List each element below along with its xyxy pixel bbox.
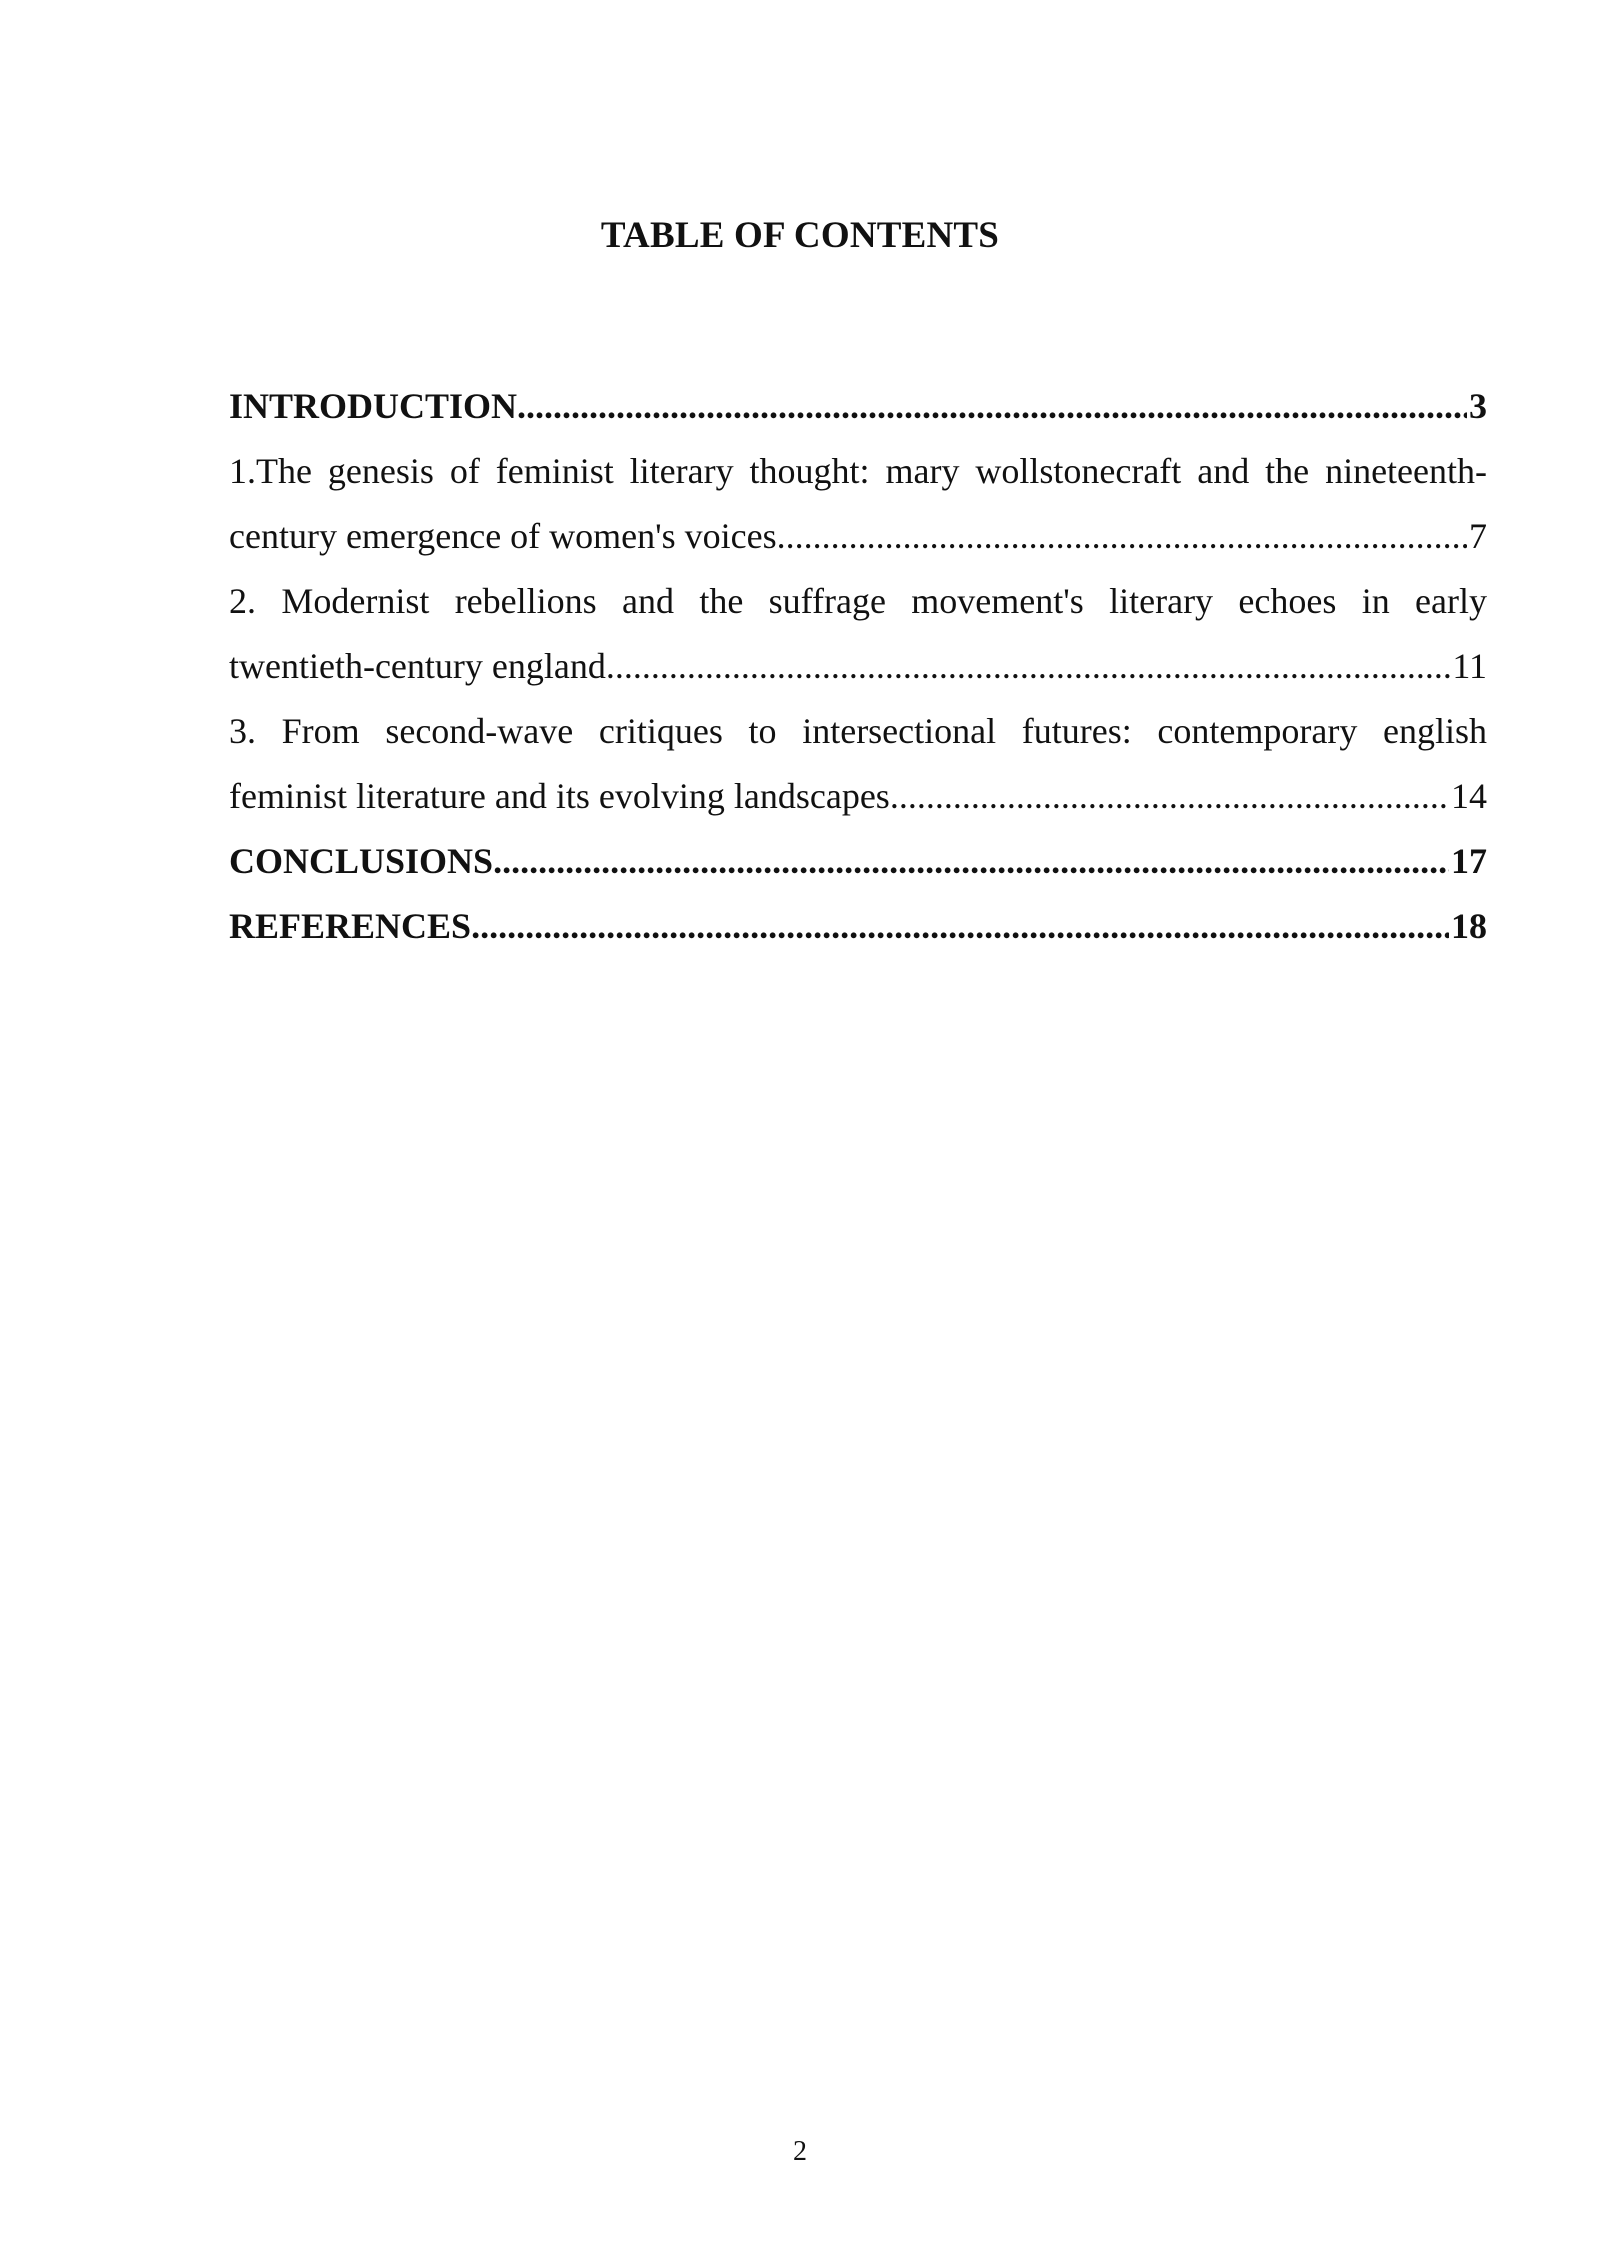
toc-entry-chapter-2[interactable] <box>229 569 1487 699</box>
toc-leader-dots <box>890 764 1449 829</box>
toc-entry-line <box>229 764 1487 829</box>
toc-leader-dots <box>493 829 1449 894</box>
page-number: 2 <box>793 2136 807 2167</box>
toc-entry-wrapped-line: 2. Modernist rebellions and the suffrage movement's literary echoes in early <box>229 581 1487 621</box>
toc-entry-title: INTRODUCTION <box>229 386 518 426</box>
toc-entry-chapter-1[interactable] <box>229 439 1487 569</box>
toc-entry-title: feminist literature and its evolving landscapes <box>229 776 890 816</box>
toc-entry-wrapped-line: 1.The genesis of feminist literary thought: mary wollstonecraft and the nineteenth- <box>229 451 1487 491</box>
toc-heading: TABLE OF CONTENTS <box>600 215 1000 256</box>
toc-entry-line <box>229 634 1487 699</box>
toc-entry-title: century emergence of women's voices <box>229 516 777 556</box>
toc-entry-chapter-3[interactable] <box>229 699 1487 829</box>
toc-entry-references[interactable] <box>229 894 1487 959</box>
toc-entry-conclusions[interactable] <box>229 829 1487 894</box>
toc-entry-title: CONCLUSIONS <box>229 841 494 881</box>
table-of-contents <box>229 374 1487 959</box>
toc-leader-dots <box>777 504 1467 569</box>
toc-leader-dots <box>606 634 1450 699</box>
toc-entry-line <box>229 829 1487 894</box>
toc-entry-line <box>229 374 1487 439</box>
toc-page-number: 11 <box>1452 646 1487 686</box>
toc-page-number: 7 <box>1469 516 1487 556</box>
toc-entry-title: twentieth-century england <box>229 646 606 686</box>
toc-entry-title: REFERENCES <box>229 906 472 946</box>
toc-entry-line <box>229 894 1487 959</box>
toc-page-number: 17 <box>1451 841 1487 881</box>
toc-entry-wrapped-line: 3. From second-wave critiques to intersectional futures: contemporary english <box>229 711 1487 751</box>
toc-page-number: 18 <box>1451 906 1487 946</box>
toc-page-number: 3 <box>1469 386 1487 426</box>
toc-leader-dots <box>517 374 1467 439</box>
toc-page-number: 14 <box>1451 776 1487 816</box>
toc-entry-introduction[interactable] <box>229 374 1487 439</box>
toc-leader-dots <box>471 894 1449 959</box>
toc-entry-line <box>229 504 1487 569</box>
